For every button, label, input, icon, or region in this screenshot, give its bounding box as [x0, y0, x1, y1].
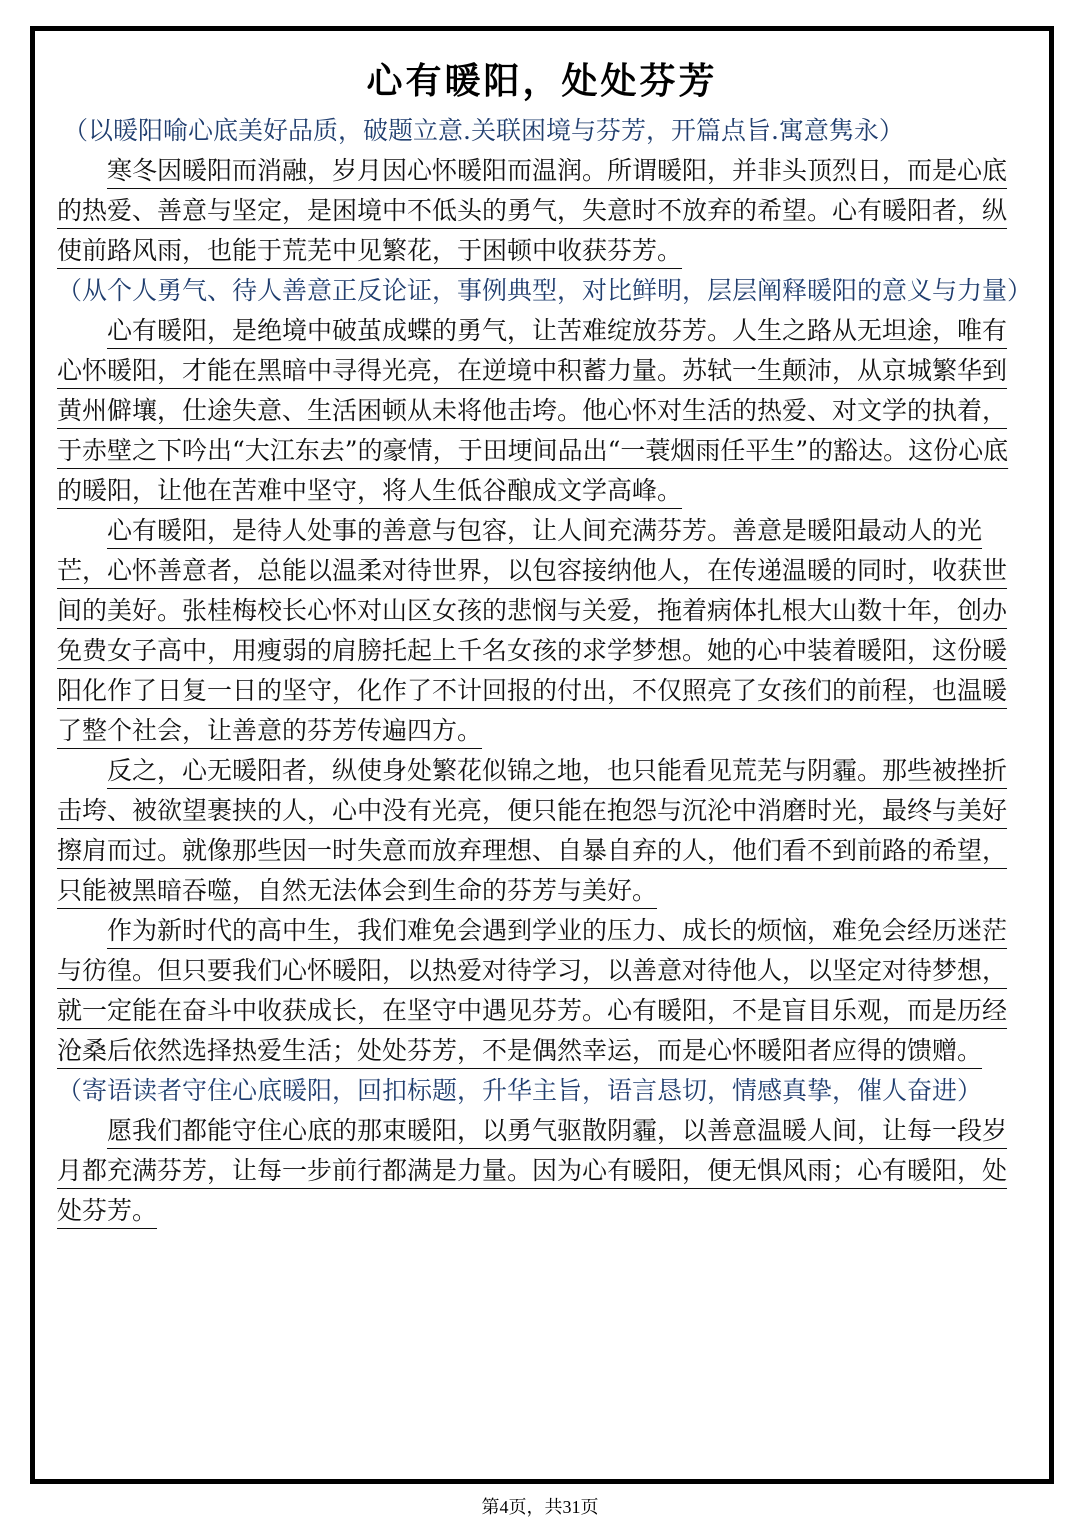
paragraph-student: [57, 911, 1027, 1071]
annotation-conclusion: （寄语读者守住心底暖阳，回扣标题，升华主旨，语言恳切，情感真挚，催人奋进）: [57, 1076, 983, 1105]
page-number: 第4页，共31页: [481, 1497, 599, 1517]
paragraph-text: 作为新时代的高中生，我们难免会遇到学业的压力、成长的烦恼，难免会经历迷茫与彷徨。但只要我们心怀暖阳，以热爱对待学习，以善意对待他人，以坚定对待梦想，就一定能在奋斗中收获成长，在坚守中遇见芬芳。心有暖阳，不是盲目乐观，而是历经沧桑后依然选择热爱生活；处处芬芳，不是偶然幸运，而是心怀暖阳者应得的馈赠。: [57, 916, 1008, 1065]
paragraph-opening: [57, 151, 1027, 271]
paragraph-text: 反之，心无暖阳者，纵使身处繁花似锦之地，也只能看见荒芜与阴霾。那些被挫折击垮、被欲望裹挟的人，心中没有光亮，便只能在抱怨与沉沦中消磨时光，最终与美好擦肩而过。就像那些因一时失意而放弃理想、自暴自弃的人，他们看不到前路的希望，只能被黑暗吞噬，自然无法体会到生命的芬芳与美好。: [57, 756, 1008, 905]
annotation-body: （从个人勇气、待人善意正反论证，事例典型，对比鲜明，层层阐释暖阳的意义与力量）: [57, 276, 1033, 305]
essay-title: 心有暖阳，处处芬芳: [366, 60, 718, 102]
paragraph-text: 心有暖阳，是待人处事的善意与包容，让人间充满芬芳。善意是暖阳最动人的光芒，心怀善意者，总能以温柔对待世界，以包容接纳他人，在传递温暖的同时，收获世间的美好。张桂梅校长心怀对山区女孩的悲悯与关爱，拖着病体扎根大山数十年，创办免费女子高中，用瘦弱的肩膀托起上千名女孩的求学梦想。她的心中装着暖阳，这份暖阳化作了日复一日的坚守，化作了不计回报的付出，不仅照亮了女孩们的前程，也温暖了整个社会，让善意的芬芳传遍四方。: [57, 516, 1008, 745]
paragraph-text: 愿我们都能守住心底的那束暖阳，以勇气驱散阴霾，以善意温暖人间，让每一段岁月都充满芬芳，让每一步前行都满是力量。因为心有暖阳，便无惧风雨；心有暖阳，处处芬芳。: [57, 1116, 1008, 1225]
page-frame: [30, 26, 1054, 1484]
paragraph-kindness: [57, 511, 1027, 751]
annotation-intro: （以暖阳喻心底美好品质，破题立意.关联困境与芬芳，开篇点旨.寓意隽永）: [63, 116, 904, 145]
paragraph-closing: [57, 1111, 1027, 1231]
essay-body: [35, 31, 1049, 1231]
paragraph-text: 心有暖阳，是绝境中破茧成蝶的勇气，让苦难绽放芬芳。人生之路从无坦途，唯有心怀暖阳，才能在黑暗中寻得光亮，在逆境中积蓄力量。苏轼一生颠沛，从京城繁华到黄州僻壤，仕途失意、生活困顿从未将他击垮。他心怀对生活的热爱、对文学的执着，于赤壁之下吟出“大江东去”的豪情，于田埂间品出“一蓑烟雨任平生”的豁达。这份心底的暖阳，让他在苦难中坚守，将人生低谷酿成文学高峰。: [57, 316, 1009, 505]
paragraph-text: 寒冬因暖阳而消融，岁月因心怀暖阳而温润。所谓暖阳，并非头顶烈日，而是心底的热爱、善意与坚定，是困境中不低头的勇气，失意时不放弃的希望。心有暖阳者，纵使前路风雨，也能于荒芜中见繁花，于困顿中收获芬芳。: [57, 156, 1008, 265]
paragraph-courage: [57, 311, 1027, 511]
paragraph-contrast: [57, 751, 1027, 911]
